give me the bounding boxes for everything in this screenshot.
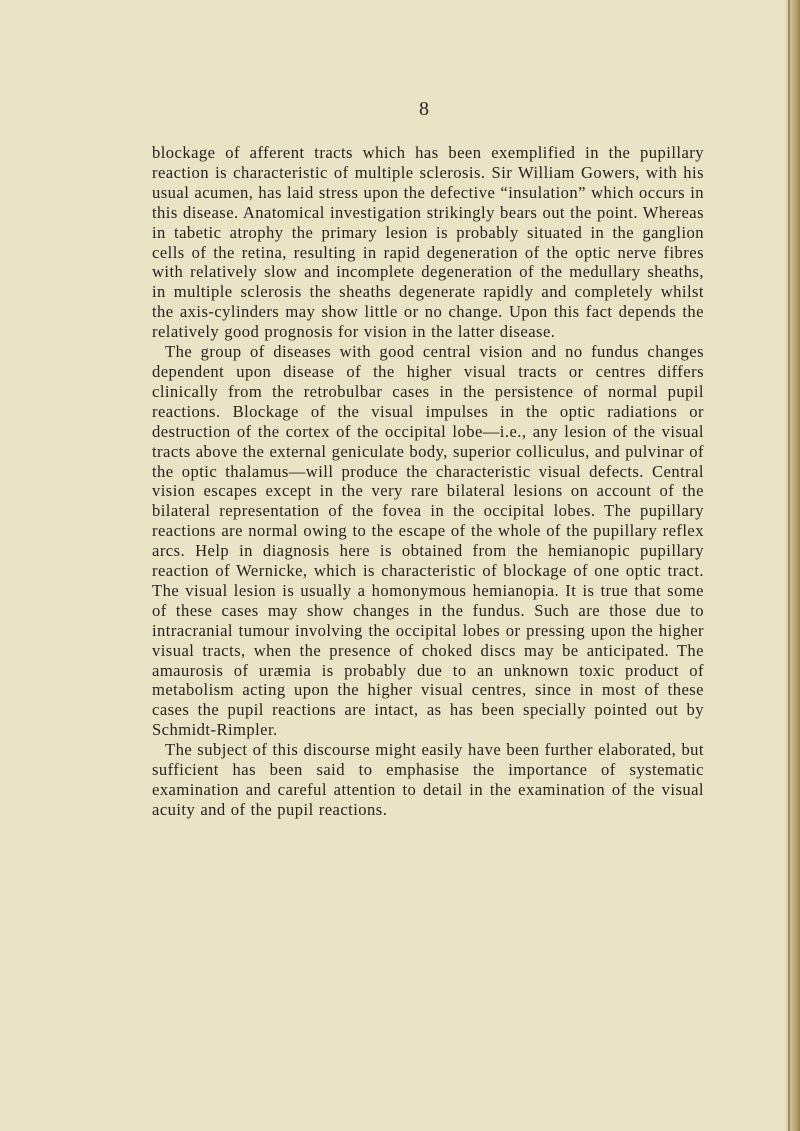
page-edge-shadow	[784, 0, 800, 1131]
page-edge-line	[788, 0, 790, 1131]
page-number: 8	[419, 98, 429, 120]
body-text	[152, 143, 704, 820]
paragraph-3: The subject of this discourse might easily have been further elaborated, but sufficient has been said to emphasise the importance of systematic examination and careful attention to detail in the examination of the visual acuity and of the pupil reactions.	[152, 740, 704, 819]
paragraph-1: blockage of afferent tracts which has been exemplified in the pupillary reaction is characteristic of multiple sclerosis. Sir William Gowers, with his usual acumen, has laid stress upon the defective “insulation” which occurs in this disease. Anatomical investigation strikingly bears out the point. Whereas in tabetic atrophy the primary lesion is probably situated in the ganglion cells of the retina, resulting in rapid degeneration of the optic nerve fibres with relatively slow and incomplete degeneration of the medullary sheaths, in multiple sclerosis the sheaths degenerate rapidly and completely whilst the axis-cylinders may show little or no change. Upon this fact depends the relatively good prognosis for vision in the latter disease.	[152, 143, 704, 342]
paragraph-2: The group of diseases with good central vision and no fundus changes dependent upon disease of the higher visual tracts or centres differs clinically from the retrobulbar cases in the persistence of normal pupil reactions. Blockage of the visual impulses in the optic radiations or destruction of the cortex of the occipital lobe—i.e., any lesion of the visual tracts above the external geniculate body, superior colliculus, and pulvinar of the optic thalamus—will produce the characteristic visual defects. Central vision escapes except in the very rare bilateral lesions on account of the bilateral representation of the fovea in the occipital lobes. The pupillary reactions are normal owing to the escape of the whole of the pupillary reflex arcs. Help in diagnosis here is obtained from the hemianopic pupillary reaction of Wernicke, which is characteristic of blockage of one optic tract. The visual lesion is usually a homonymous hemianopia. It is true that some of these cases may show changes in the fundus. Such are those due to intracranial tumour involving the occipital lobes or pressing upon the higher visual tracts, when the presence of choked discs may be anticipated. The amaurosis of uræmia is probably due to an unknown toxic product of metabolism acting upon the higher visual centres, since in most of these cases the pupil reactions are intact, as has been specially pointed out by Schmidt-Rimpler.	[152, 342, 704, 740]
